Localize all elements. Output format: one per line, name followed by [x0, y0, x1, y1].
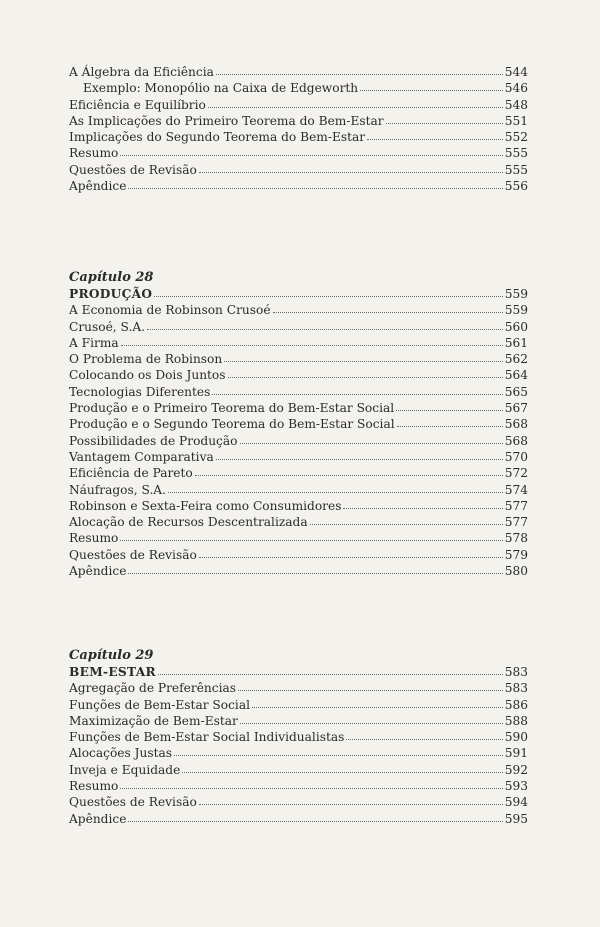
toc-entry[interactable] — [69, 778, 528, 794]
page-number: 568 — [504, 433, 528, 448]
leader-dots — [120, 540, 502, 541]
toc-entry[interactable] — [69, 713, 528, 729]
leader-dots — [199, 172, 503, 173]
page-number: 577 — [504, 515, 528, 530]
toc-entry[interactable] — [69, 697, 528, 713]
leader-dots — [158, 674, 503, 675]
entry-label: Exemplo: Monopólio na Caixa de Edgeworth — [83, 81, 359, 96]
leader-dots — [120, 788, 502, 789]
leader-dots — [216, 459, 503, 460]
leader-dots — [240, 443, 503, 444]
toc-entry[interactable] — [69, 145, 528, 161]
leader-dots — [240, 723, 503, 724]
page-number: 555 — [504, 162, 528, 177]
toc-entry[interactable] — [69, 433, 528, 449]
toc-entry[interactable] — [69, 162, 528, 178]
entry-label: Agregação de Preferências — [69, 681, 236, 696]
entry-label: Questões de Revisão — [69, 795, 197, 810]
leader-dots — [212, 394, 502, 395]
toc-entry[interactable] — [69, 335, 528, 351]
leader-dots — [199, 557, 503, 558]
page-number: 570 — [504, 449, 528, 464]
entry-label: A Álgebra da Eficiência — [69, 65, 214, 79]
toc-chapter-29 — [69, 648, 528, 827]
toc-entry[interactable] — [69, 729, 528, 745]
page-number: 548 — [504, 97, 528, 112]
entry-label: Produção e o Primeiro Teorema do Bem-Estar Social — [69, 401, 395, 416]
toc-entry[interactable] — [69, 762, 528, 778]
leader-dots — [367, 139, 503, 140]
leader-dots — [168, 492, 503, 493]
toc-entry[interactable] — [69, 794, 528, 810]
leader-dots — [396, 410, 503, 411]
page-number: 562 — [504, 352, 528, 367]
leader-dots — [128, 573, 502, 574]
leader-dots — [228, 377, 503, 378]
page-number: 561 — [504, 335, 528, 350]
toc-entry[interactable] — [69, 514, 528, 530]
toc-entry[interactable] — [69, 498, 528, 514]
leader-dots — [346, 739, 502, 740]
entry-label: A Firma — [69, 335, 119, 350]
entry-label: Implicações do Segundo Teorema do Bem-Estar — [69, 130, 366, 145]
toc-entry[interactable] — [69, 400, 528, 416]
leader-dots — [360, 90, 503, 91]
toc-entry[interactable] — [69, 563, 528, 579]
leader-dots — [273, 312, 503, 313]
page-number: 583 — [504, 681, 528, 696]
toc-entry[interactable] — [69, 351, 528, 367]
toc-entry[interactable] — [69, 745, 528, 761]
chapter-title-row[interactable] — [69, 664, 528, 680]
leader-dots — [195, 475, 503, 476]
entry-label: Questões de Revisão — [69, 547, 197, 562]
toc-entry[interactable] — [69, 530, 528, 546]
page-number: 577 — [504, 498, 528, 513]
page-number: 574 — [504, 482, 528, 497]
leader-dots — [252, 707, 503, 708]
leader-dots — [310, 524, 503, 525]
leader-dots — [199, 804, 503, 805]
leader-dots — [208, 107, 503, 108]
page-number: 568 — [504, 417, 528, 432]
toc-entry[interactable] — [69, 129, 528, 145]
chapter-label: Capítulo 28 — [69, 270, 154, 285]
toc-page — [69, 64, 528, 826]
toc-entry[interactable] — [69, 319, 528, 335]
page-number: 565 — [504, 384, 528, 399]
leader-dots — [147, 329, 503, 330]
leader-dots — [397, 426, 503, 427]
entry-label: Questões de Revisão — [69, 162, 197, 177]
leader-dots — [174, 755, 503, 756]
chapter-entries — [69, 302, 528, 579]
entry-label: Resumo — [69, 779, 119, 794]
entry-label: Vantagem Comparativa — [69, 449, 214, 464]
entry-label: Funções de Bem-Estar Social — [69, 697, 250, 712]
page-number: 544 — [504, 65, 528, 79]
page-number: 559 — [504, 303, 528, 318]
leader-dots — [238, 690, 503, 691]
page-number: 578 — [504, 531, 528, 546]
entry-label: Apêndice — [69, 564, 127, 579]
toc-entry[interactable] — [69, 416, 528, 432]
leader-dots — [182, 772, 502, 773]
leader-dots — [128, 821, 502, 822]
entry-label: Alocação de Recursos Descentralizada — [69, 515, 308, 530]
page-number: 567 — [504, 401, 528, 416]
page-number: 594 — [504, 795, 528, 810]
entry-label: Apêndice — [69, 811, 127, 826]
entry-label: Eficiência e Equilíbrio — [69, 97, 206, 112]
entry-label: As Implicações do Primeiro Teorema do Bem-Estar — [69, 113, 384, 128]
leader-dots — [154, 296, 502, 297]
page-number: 591 — [504, 746, 528, 761]
entry-label: Colocando os Dois Juntos — [69, 368, 226, 383]
leader-dots — [120, 155, 502, 156]
leader-dots — [121, 345, 503, 346]
toc-entry[interactable] — [69, 97, 528, 113]
toc-entry[interactable] — [69, 113, 528, 129]
page-number: 590 — [504, 730, 528, 745]
entry-label: Crusoé, S.A. — [69, 319, 146, 334]
page-number: 593 — [504, 779, 528, 794]
toc-entry[interactable] — [69, 465, 528, 481]
page-number: 556 — [504, 179, 528, 194]
chapter-title: PRODUÇÃO — [69, 287, 153, 301]
toc-entry[interactable] — [69, 811, 528, 827]
entry-label: Produção e o Segundo Teorema do Bem-Estar Social — [69, 417, 395, 432]
toc-entry[interactable] — [69, 80, 528, 96]
toc-entry[interactable] — [69, 449, 528, 465]
entry-label: Resumo — [69, 531, 119, 546]
page-number: 595 — [504, 811, 528, 826]
toc-entry[interactable] — [69, 547, 528, 563]
entry-label: Robinson e Sexta-Feira como Consumidores — [69, 498, 342, 513]
page-number: 572 — [504, 466, 528, 481]
page-number: 586 — [504, 697, 528, 712]
toc-section-intro — [69, 64, 528, 194]
toc-chapter-28 — [69, 270, 528, 579]
entry-label: Alocações Justas — [69, 746, 173, 761]
page-number: 560 — [504, 319, 528, 334]
toc-entry[interactable] — [69, 302, 528, 318]
toc-entry[interactable] — [69, 680, 528, 696]
leader-dots — [386, 123, 503, 124]
leader-dots — [128, 188, 502, 189]
entry-label: O Problema de Robinson — [69, 352, 223, 367]
page-number: 579 — [504, 547, 528, 562]
entry-label: Inveja e Equidade — [69, 762, 181, 777]
chapter-title-row[interactable] — [69, 286, 528, 302]
leader-dots — [224, 361, 503, 362]
entry-label: A Economia de Robinson Crusoé — [69, 303, 271, 318]
page-number: 552 — [504, 130, 528, 145]
entry-label: Eficiência de Pareto — [69, 466, 193, 481]
toc-entry[interactable] — [69, 367, 528, 383]
page-number: 551 — [504, 113, 528, 128]
leader-dots — [216, 74, 503, 75]
page-number: 546 — [504, 81, 528, 96]
entry-label: Resumo — [69, 146, 119, 161]
page-number: 555 — [504, 146, 528, 161]
entry-label: Tecnologias Diferentes — [69, 384, 211, 399]
chapter-title: BEM-ESTAR — [69, 665, 156, 679]
page-number: 564 — [504, 368, 528, 383]
toc-entry[interactable] — [69, 178, 528, 194]
entry-label: Funções de Bem-Estar Social Individualistas — [69, 730, 345, 745]
page-number: 592 — [504, 762, 528, 777]
entry-label: Náufragos, S.A. — [69, 482, 166, 497]
entry-label: Possibilidades de Produção — [69, 433, 238, 448]
page-number: 559 — [504, 287, 528, 301]
toc-entry[interactable] — [69, 384, 528, 400]
page-number: 583 — [504, 665, 528, 679]
chapter-entries — [69, 680, 528, 827]
toc-entry[interactable] — [69, 482, 528, 498]
page-number: 588 — [504, 713, 528, 728]
chapter-label: Capítulo 29 — [69, 648, 154, 663]
leader-dots — [343, 508, 502, 509]
entry-label: Maximização de Bem-Estar — [69, 713, 238, 728]
entry-label: Apêndice — [69, 179, 127, 194]
toc-entry[interactable] — [69, 64, 528, 80]
page-number: 580 — [504, 564, 528, 579]
